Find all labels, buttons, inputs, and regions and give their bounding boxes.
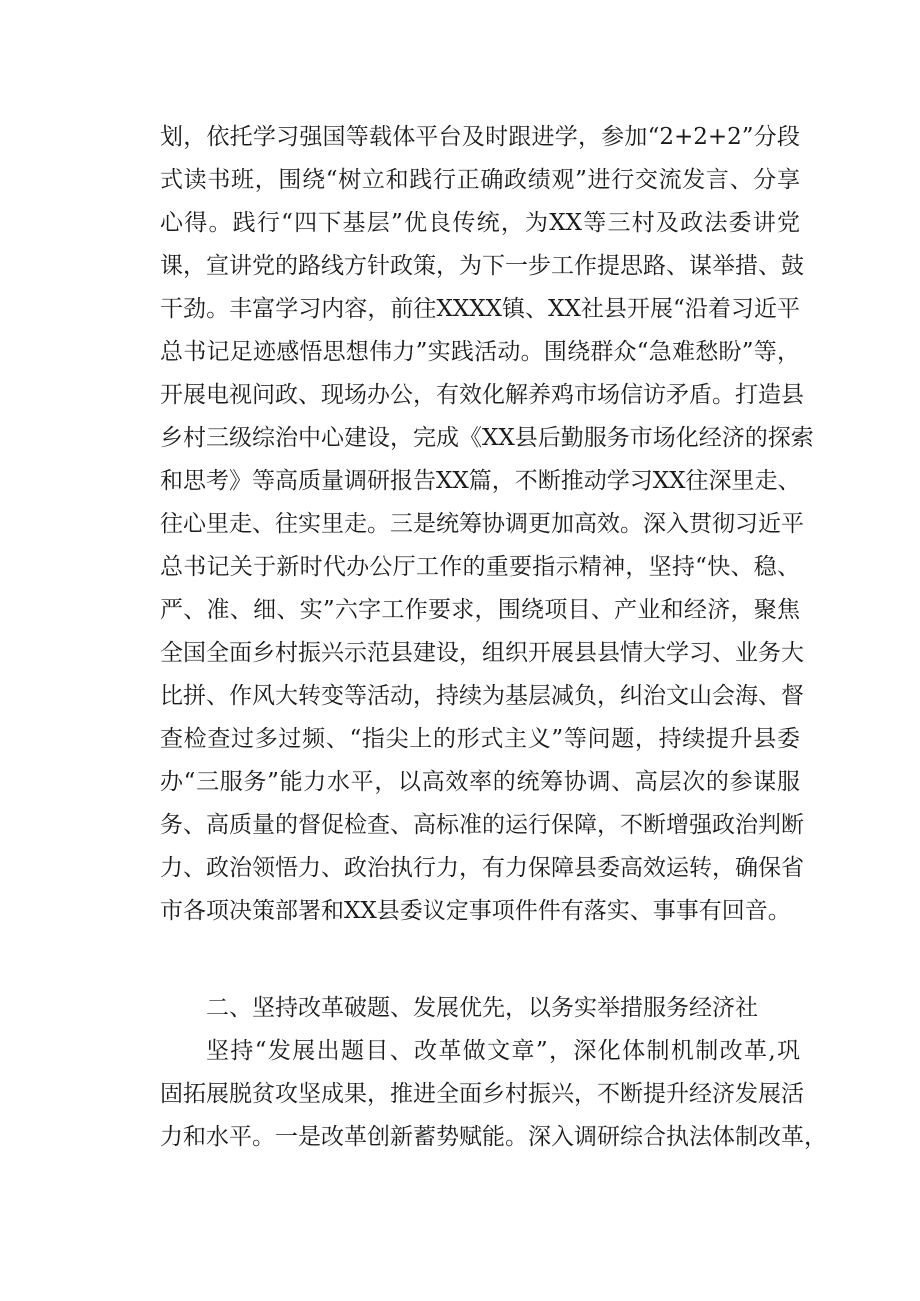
paragraph-line: 力、政治领悟力、政治执行力，有力保障县委高效运转，确保省 bbox=[160, 855, 804, 881]
paragraph-line: 严、准、细、实”六字工作要求，围绕项目、产业和经济，聚焦 bbox=[160, 597, 800, 623]
paragraph-line: 市各项决策部署和XX县委议定事项件件有落实、事事有回音。 bbox=[160, 898, 791, 924]
paragraph-line: 总书记足迹感悟思想伟力”实践活动。围绕群众“急难愁盼”等， bbox=[160, 339, 800, 365]
paragraph-line: 力和水平。一是改革创新蓄势赋能。深入调研综合执法体制改革， bbox=[160, 1124, 827, 1150]
paragraph-line: 固拓展脱贫攻坚成果，推进全面乡村振兴，不断提升经济发展活 bbox=[160, 1081, 804, 1107]
paragraph-line: 开展电视问政、现场办公，有效化解养鸡市场信访矛盾。打造县 bbox=[160, 382, 804, 408]
paragraph-line: 办“三服务”能力水平，以高效率的统筹协调、高层次的参谋服 bbox=[160, 769, 800, 795]
paragraph-line: 课，宣讲党的路线方针政策，为下一步工作提思路、谋举措、鼓 bbox=[160, 253, 804, 279]
paragraph-line: 务、高质量的督促检查、高标准的运行保障，不断增强政治判断 bbox=[160, 812, 804, 838]
section-heading: 二、坚持改革破题、发展优先，以务实举措服务经济社 bbox=[206, 995, 758, 1021]
paragraph-line: 式读书班，围绕“树立和践行正确政绩观”进行交流发言、分享 bbox=[160, 167, 800, 193]
paragraph-line: 干劲。丰富学习内容，前往XXXX镇、XX社县开展“沿着习近平 bbox=[160, 296, 800, 322]
paragraph-line: 心得。践行“四下基层”优良传统，为XX等三村及政法委讲党 bbox=[160, 210, 800, 236]
paragraph-line: 全国全面乡村振兴示范县建设，组织开展县县情大学习、业务大 bbox=[160, 640, 804, 666]
paragraph-line: 往心里走、往实里走。三是统筹协调更加高效。深入贯彻习近平 bbox=[160, 511, 804, 537]
paragraph-line: 查检查过多过频、“指尖上的形式主义”等问题，持续提升县委 bbox=[160, 726, 800, 752]
paragraph-line: 划，依托学习强国等载体平台及时跟进学，参加“2+2+2”分段 bbox=[160, 124, 800, 150]
paragraph-line: 乡村三级综治中心建设，完成《XX县后勤服务市场化经济的探索 bbox=[160, 425, 814, 451]
paragraph-line: 和思考》等高质量调研报告XX篇，不断推动学习XX往深里走、 bbox=[160, 468, 801, 494]
paragraph-line: 坚持“发展出题目、改革做文章”，深化体制机制改革,巩 bbox=[206, 1038, 800, 1064]
paragraph-line: 比拼、作风大转变等活动，持续为基层减负，纠治文山会海、督 bbox=[160, 683, 804, 709]
paragraph-line: 总书记关于新时代办公厅工作的重要指示精神，坚持“快、稳、 bbox=[160, 554, 800, 580]
